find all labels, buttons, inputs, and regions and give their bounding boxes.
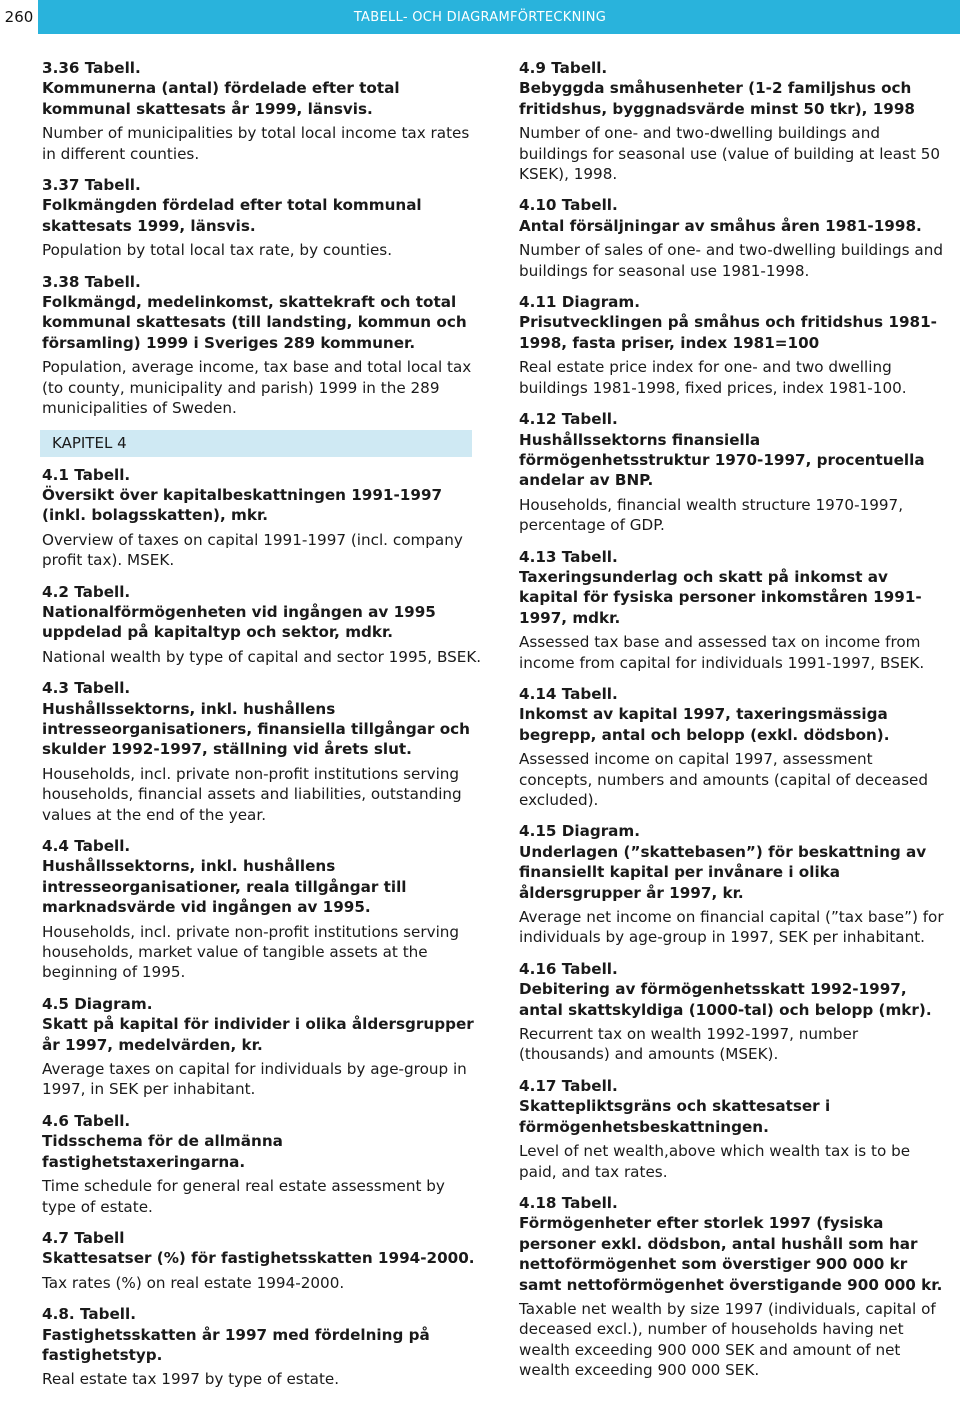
entry-title-english: Level of net wealth,above which wealth tax is to be paid, and tax rates. — [519, 1142, 911, 1181]
entry-title-swedish: Kommunerna (antal) fördelade efter total kommunal skattesats år 1999, länsvis. — [42, 79, 400, 118]
chapter-label: KAPITEL 4 — [52, 434, 127, 452]
toc-entry — [519, 1076, 944, 1182]
toc-entry — [519, 821, 944, 947]
entry-number: 4.14 Tabell. — [519, 684, 618, 703]
entry-title-english: Real estate price index for one- and two dwelling buildings 1981-1998, fixed prices, index 1981-100. — [519, 358, 907, 397]
entry-number: 4.3 Tabell. — [42, 679, 131, 698]
toc-entry — [42, 582, 482, 668]
entry-title-swedish: Bebyggda småhusenheter (1-2 familjshus och fritidshus, byggnadsvärde minst 50 tkr), 1998 — [519, 79, 915, 118]
entry-title-swedish: Debitering av förmögenhetsskatt 1992-1997, antal skattskyldiga (1000-tal) och belopp (mkr). — [519, 980, 932, 1019]
toc-entry — [42, 1304, 482, 1390]
entry-number: 4.11 Diagram. — [519, 293, 641, 312]
entry-title-swedish: Skattepliktsgräns och skattesatser i förmögenhetsbeskattningen. — [519, 1097, 831, 1136]
entry-title-english: Average taxes on capital for individuals by age-group in 1997, in SEK per inhabitant. — [42, 1060, 467, 1099]
entry-number: 4.5 Diagram. — [42, 994, 153, 1013]
page-number: 260 — [0, 0, 38, 34]
toc-entry — [42, 1228, 482, 1293]
entry-title-english: Households, financial wealth structure 1970-1997, percentage of GDP. — [519, 495, 904, 535]
entry-title-swedish: Folkmängd, medelinkomst, skattekraft och total kommunal skattesats (till landsting, kommun och församling) 1999 i Sveriges 289 kommuner. — [42, 293, 467, 352]
entry-number: 4.9 Tabell. — [519, 59, 608, 77]
toc-entry — [519, 547, 944, 673]
entry-title-swedish: Förmögenheter efter storlek 1997 (fysiska personer exkl. dödsbon, antal hushåll som har nettoförmögenhet som överstiger 900 000 kr samt nettoförmögenhet överstigande 900 000 kr. — [519, 1214, 943, 1294]
entry-title-english: Taxable net wealth by size 1997 (individuals, capital of deceased excl.), number of households having net wealth exceeding 900 000 SEK and amount of net wealth exceeding 900 000 SEK. — [519, 1299, 936, 1380]
toc-entry — [42, 272, 482, 419]
entry-title-swedish: Fastighetsskatten år 1997 med fördelning på fastighetstyp. — [42, 1325, 430, 1364]
toc-entry — [42, 678, 482, 825]
entry-title-english: Assessed tax base and assessed tax on income from income from capital for individuals 1991-1997, BSEK. — [519, 633, 925, 672]
entry-title-english: Recurrent tax on wealth 1992-1997, number (thousands) and amounts (MSEK). — [519, 1025, 859, 1064]
entry-title-english: Number of sales of one- and two-dwelling buildings and buildings for seasonal use 1981-1998. — [519, 241, 943, 280]
entry-title-english: Assessed income on capital 1997, assessment concepts, numbers and amounts (capital of deceased excluded). — [519, 750, 928, 809]
entry-title-english: Households, incl. private non-profit institutions serving households, market value of tangible assets at the beginning of 1995. — [42, 922, 460, 982]
entry-title-english: Number of municipalities by total local income tax rates in different counties. — [42, 124, 470, 163]
entry-number: 4.18 Tabell. — [519, 1193, 618, 1212]
entry-title-english: Households, incl. private non-profit institutions serving households, financial assets and liabilities, outstanding values at the end of the year. — [42, 764, 462, 824]
entry-number: 4.2 Tabell. — [42, 582, 131, 601]
entry-title-swedish: Hushållssektorns, inkl. hushållens intresseorganisationer, reala tillgångar till marknadsvärde vid ingången av 1995. — [42, 857, 407, 917]
entry-title-swedish: Taxeringsunderlag och skatt på inkomst av kapital för fysiska personer inkomståren 1991-1997, mdkr. — [519, 567, 922, 627]
toc-entry — [519, 195, 944, 281]
entry-number: 4.10 Tabell. — [519, 196, 618, 215]
entry-number: 4.12 Tabell. — [519, 410, 618, 429]
page-header — [0, 0, 960, 34]
entry-number: 4.4 Tabell. — [42, 837, 131, 855]
entry-title-swedish: Skattesatser (%) för fastighetsskatten 1994-2000. — [42, 1249, 475, 1268]
toc-entry — [42, 1111, 482, 1217]
entry-number: 4.13 Tabell. — [519, 547, 618, 566]
entry-title-swedish: Inkomst av kapital 1997, taxeringsmässiga begrepp, antal och belopp (exkl. dödsbon). — [519, 705, 890, 744]
entry-title-english: Population, average income, tax base and total local tax (to county, municipality and parish) 1999 in the 289 municipalities of Sweden. — [42, 358, 472, 418]
entry-number: 4.17 Tabell. — [519, 1076, 618, 1095]
entry-title-swedish: Översikt över kapitalbeskattningen 1991-1997 (inkl. bolagsskatten), mkr. — [42, 485, 443, 525]
section-title: TABELL- OCH DIAGRAMFÖRTECKNING — [353, 9, 607, 25]
toc-entry — [42, 58, 482, 164]
toc-entry — [519, 292, 944, 398]
toc-entry — [519, 58, 944, 184]
entry-number: 3.38 Tabell. — [42, 272, 141, 291]
entry-title-english: Time schedule for general real estate assessment by type of estate. — [42, 1177, 445, 1216]
left-column — [42, 58, 482, 1401]
entry-number: 4.7 Tabell — [42, 1228, 125, 1247]
entry-title-english: Tax rates (%) on real estate 1994-2000. — [42, 1273, 345, 1292]
entry-title-english: Overview of taxes on capital 1991-1997 (incl. company profit tax). MSEK. — [42, 530, 463, 570]
entry-title-swedish: Antal försäljningar av småhus åren 1981-1998. — [519, 216, 922, 235]
entry-number: 4.15 Diagram. — [519, 822, 641, 841]
entry-title-english: National wealth by type of capital and sector 1995, BSEK. — [42, 647, 482, 666]
entry-number: 4.6 Tabell. — [42, 1111, 131, 1130]
toc-entry — [42, 994, 482, 1100]
toc-entry — [519, 1193, 944, 1381]
entry-title-swedish: Folkmängden fördelad efter total kommunal skattesats 1999, länsvis. — [42, 196, 422, 235]
toc-entry — [42, 465, 482, 571]
entry-title-swedish: Tidsschema för de allmänna fastighetstaxeringarna. — [42, 1132, 283, 1171]
toc-entry — [519, 959, 944, 1065]
entry-title-english: Average net income on financial capital (”tax base”) for individuals by age-group in 1997, SEK per inhabitant. — [519, 908, 944, 947]
entry-title-swedish: Hushållssektorns, inkl. hushållens intresseorganisationers, finansiella tillgångar och skulder 1992-1997, ställning vid årets slut. — [42, 699, 470, 759]
entry-number: 4.1 Tabell. — [42, 465, 131, 484]
toc-entry — [519, 409, 944, 535]
entry-title-english: Population by total local tax rate, by counties. — [42, 241, 393, 260]
entry-title-swedish: Prisutvecklingen på småhus och fritidshus 1981-1998, fasta priser, index 1981=100 — [519, 313, 937, 352]
entry-number: 3.37 Tabell. — [42, 176, 141, 195]
chapter-heading — [40, 430, 472, 457]
entry-title-english: Real estate tax 1997 by type of estate. — [42, 1370, 340, 1389]
entry-number: 4.16 Tabell. — [519, 959, 618, 978]
entry-number: 3.36 Tabell. — [42, 59, 141, 77]
entry-title-english: Number of one- and two-dwelling buildings and buildings for seasonal use (value of building at least 50 KSEK), 1998. — [519, 124, 941, 184]
entry-title-swedish: Hushållssektorns finansiella förmögenhetsstruktur 1970-1997, procentuella andelar av BNP. — [519, 430, 925, 490]
entry-title-swedish: Underlagen (”skattebasen”) för beskattning av finansiellt kapital per invånare i olika åldersgrupper år 1997, kr. — [519, 842, 927, 902]
toc-entry — [42, 836, 482, 983]
entry-title-swedish: Skatt på kapital för individer i olika åldersgrupper år 1997, medelvärden, kr. — [42, 1015, 474, 1054]
entry-title-swedish: Nationalförmögenheten vid ingången av 1995 uppdelad på kapitaltyp och sektor, mdkr. — [42, 602, 436, 642]
right-column — [519, 58, 944, 1392]
toc-entry — [42, 175, 482, 261]
toc-entry — [519, 684, 944, 810]
entry-number: 4.8. Tabell. — [42, 1305, 136, 1324]
